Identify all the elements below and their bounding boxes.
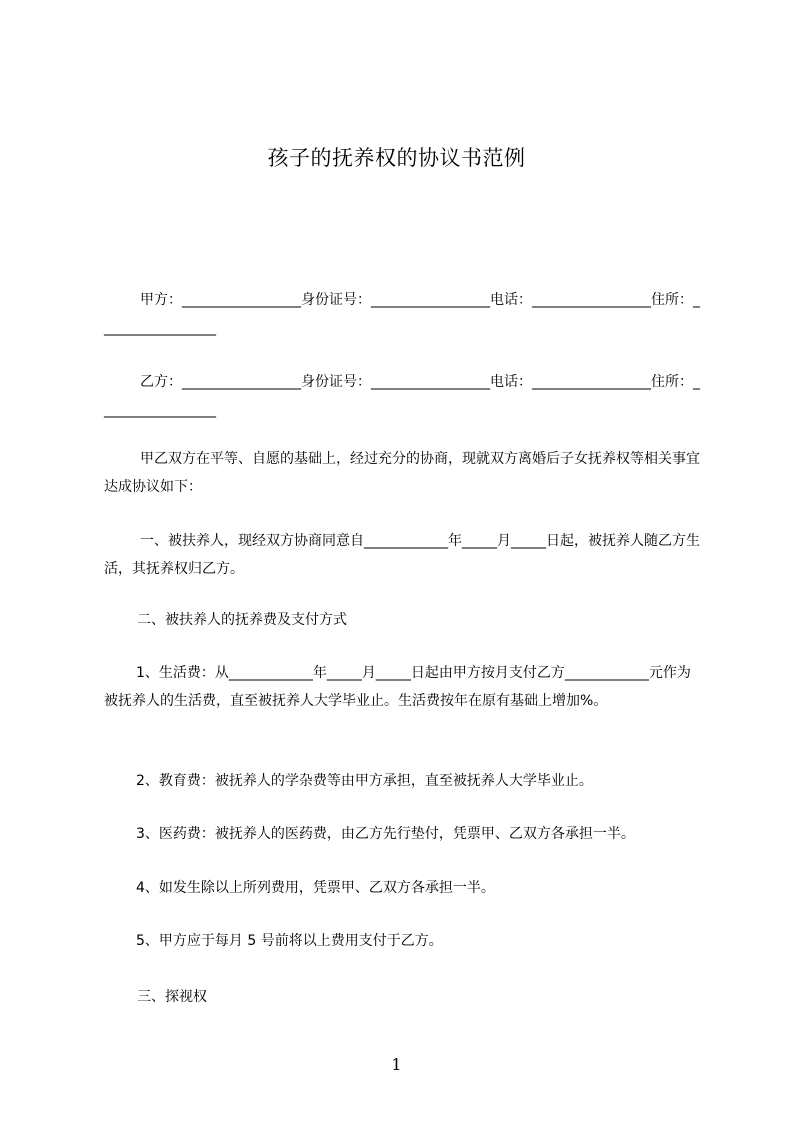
- party-b-line: 乙方：_________________身份证号：_________________电话：_________________住所：_________________: [104, 374, 700, 418]
- intro-paragraph: 甲乙双方在平等、自愿的基础上，经过充分的协商，现就双方离婚后子女抚养权等相关事宜达成协议如下：: [104, 451, 700, 495]
- clause-2-2-paragraph: 2、教育费：被抚养人的学杂费等由甲方承担，直至被抚养人大学毕业止。: [136, 773, 593, 789]
- clause-1-paragraph: 一、被扶养人，现经双方协商同意自____________年_____月_____日起，被抚养人随乙方生活，其抚养权归乙方。: [104, 533, 700, 577]
- clause-2-1-paragraph: 1、生活费：从____________年_____月_____日起由甲方按月支付乙方____________元作为被抚养人的生活费，直至被抚养人大学毕业止。生活费按年在原有基础上增加%。: [104, 665, 691, 709]
- party-a-line: 甲方：_________________身份证号：_________________电话：_________________住所：_________________: [104, 292, 700, 336]
- clause-2-3-paragraph: 3、医药费：被抚养人的医药费，由乙方先行垫付，凭票甲、乙双方各承担一半。: [136, 826, 635, 842]
- clause-2-4-paragraph: 4、如发生除以上所列费用，凭票甲、乙双方各承担一半。: [136, 880, 495, 896]
- page-number: 1: [391, 1055, 402, 1074]
- clause-3-heading: 三、探视权: [137, 989, 207, 1005]
- document-title: 孩子的抚养权的协议书范例: [267, 146, 526, 170]
- clause-2-heading: 二、被扶养人的抚养费及支付方式: [137, 612, 347, 628]
- clause-2-5-paragraph: 5、甲方应于每月 5 号前将以上费用支付于乙方。: [136, 933, 443, 949]
